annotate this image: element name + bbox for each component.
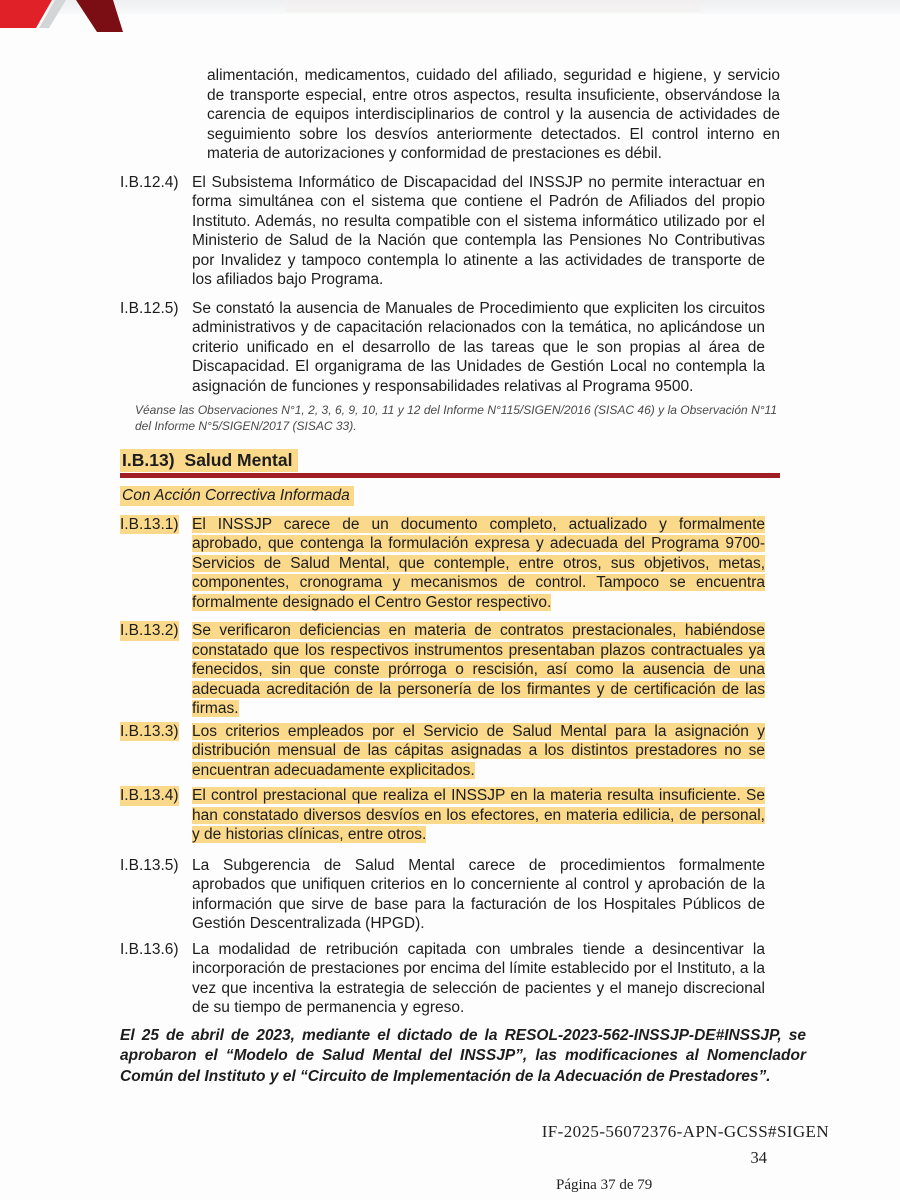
observation-item-b13-1 — [120, 515, 765, 613]
observation-text: La modalidad de retribución capitada con umbrales tiende a desincentivar la incorporación de prestaciones por encima del límite establecido por el Instituto, a la vez que incentiva la estrategia de selección de pacientes y el manejo discrecional de su tiempo de permanencia y egreso. — [192, 940, 765, 1016]
observation-item-b13-2 — [120, 621, 765, 719]
doc-reference: IF-2025-56072376-APN-GCSS#SIGEN — [541, 1122, 829, 1141]
observation-text: Se verificaron deficiencias en materia de contratos prestacionales, habiéndose constatado que los respectivos instrumentos presentaban plazos contractuales ya fenecidos, sin que conste prórroga o rescisión, así como la ausencia de una adecuada acreditación de la personería de los firmantes y de certificación de las firmas. — [192, 622, 765, 717]
observation-item-b13-4 — [120, 786, 765, 845]
observation-item-b13-5 — [120, 856, 765, 934]
section-heading-text — [120, 449, 298, 472]
observation-text: Se constató la ausencia de Manuales de Procedimiento que expliciten los circuitos administrativos y de capacitación relacionados con la temática, no aplicándose un criterio unificado en el desarrollo de las tareas que le son propias al área de Discapacidad. El organigrama de las Unidades de Gestión Local no contempla la asignación de funciones y responsabilidades relativas al Programa 9500. — [192, 299, 765, 395]
footnote-reference: Véanse las Observaciones N°1, 2, 3, 6, 9, 10, 11 y 12 del Informe N°115/SIGEN/2016 (SISAC 46) y la Observación N°11 del Informe N°5/SIGEN/2017 (SISAC 33). — [135, 403, 777, 433]
observation-number: I.B.12.5) — [120, 299, 179, 317]
observation-text: Los criterios empleados por el Servicio de Salud Mental para la asignación y distribución mensual de las cápitas asignadas a los distintos prestadores no se encuentran adecuadamente explicitados. — [192, 722, 765, 779]
section-title: Salud Mental — [184, 450, 293, 470]
observation-item-b12-4 — [120, 173, 765, 290]
observation-item-b12-5 — [120, 299, 765, 397]
subsection-label-text: Con Acción Correctiva Informada — [120, 486, 354, 506]
intro-paragraph: alimentación, medicamentos, cuidado del afiliado, seguridad e higiene, y servicio de transporte especial, entre otros aspectos, resulta insuficiente, observándose la carencia de equipos interdisciplinarios de control y la ausencia de actividades de seguimiento sobre los desvíos anteriormente detectados. El control interno en materia de autorizaciones y conformidad de prestaciones es débil. — [207, 67, 780, 162]
observation-item-b13-3 — [120, 722, 765, 781]
sigen-logo-icon — [0, 0, 130, 40]
pagination: Página 37 de 79 — [556, 1177, 653, 1193]
observation-number: I.B.13.3) — [120, 722, 179, 740]
observation-number: I.B.12.4) — [120, 173, 179, 191]
section-heading — [120, 450, 780, 470]
observation-number: I.B.13.1) — [120, 515, 179, 533]
observation-number: I.B.13.2) — [120, 622, 179, 639]
observation-number: I.B.13.5) — [120, 856, 179, 874]
section-number: I.B.13) — [122, 450, 175, 470]
observation-text: La Subgerencia de Salud Mental carece de procedimientos formalmente aprobados que unifiquen criterios en lo concerniente al control y aprobación de la información que sirve de base para la facturación de los Hospitales Públicos de Gestión Descentralizada (HPGD). — [192, 856, 765, 932]
page-number: 34 — [750, 1148, 767, 1167]
subsection-label — [120, 486, 780, 505]
observation-number: I.B.13.4) — [120, 787, 179, 804]
observation-item-b13-6 — [120, 940, 765, 1018]
observation-text: El control prestacional que realiza el INSSJP en la materia resulta insuficiente. Se han constatado diversos desvíos en los efectores, en materia edilicia, de personal, y de historias clínicas, entre otros. — [192, 787, 765, 843]
document-body — [120, 66, 806, 1087]
observation-text: El Subsistema Informático de Discapacidad del INSSJP no permite interactuar en forma simultánea con el sistema que contiene el Padrón de Afiliados del propio Instituto. Además, no resulta compatible con el sistema informático utilizado por el Ministerio de Salud de la Nación que contempla las Pensiones No Contributivas por Invalidez y tampoco contempla lo atinente a las actividades de transporte de los afiliados bajo Programa. — [192, 173, 765, 288]
section-rule — [120, 473, 780, 478]
observation-text: El INSSJP carece de un documento completo, actualizado y formalmente aprobado, que contenga la formulación expresa y adecuada del Programa 9700-Servicios de Salud Mental, que contemple, entre otros, sus objetivos, metas, componentes, cronograma y mecanismos de control. Tampoco se encuentra formalmente designado el Centro Gestor respectivo. — [192, 515, 765, 611]
header-faint-strip — [285, 0, 700, 12]
observation-number: I.B.13.6) — [120, 940, 179, 958]
closing-paragraph: El 25 de abril de 2023, mediante el dictado de la RESOL-2023-562-INSSJP-DE#INSSJP, se aprobaron el “Modelo de Salud Mental del INSSJP”, las modificaciones al Nomenclador Común del Instituto y el “Circuito de Implementación de la Adecuación de Prestadores”. — [120, 1026, 806, 1085]
